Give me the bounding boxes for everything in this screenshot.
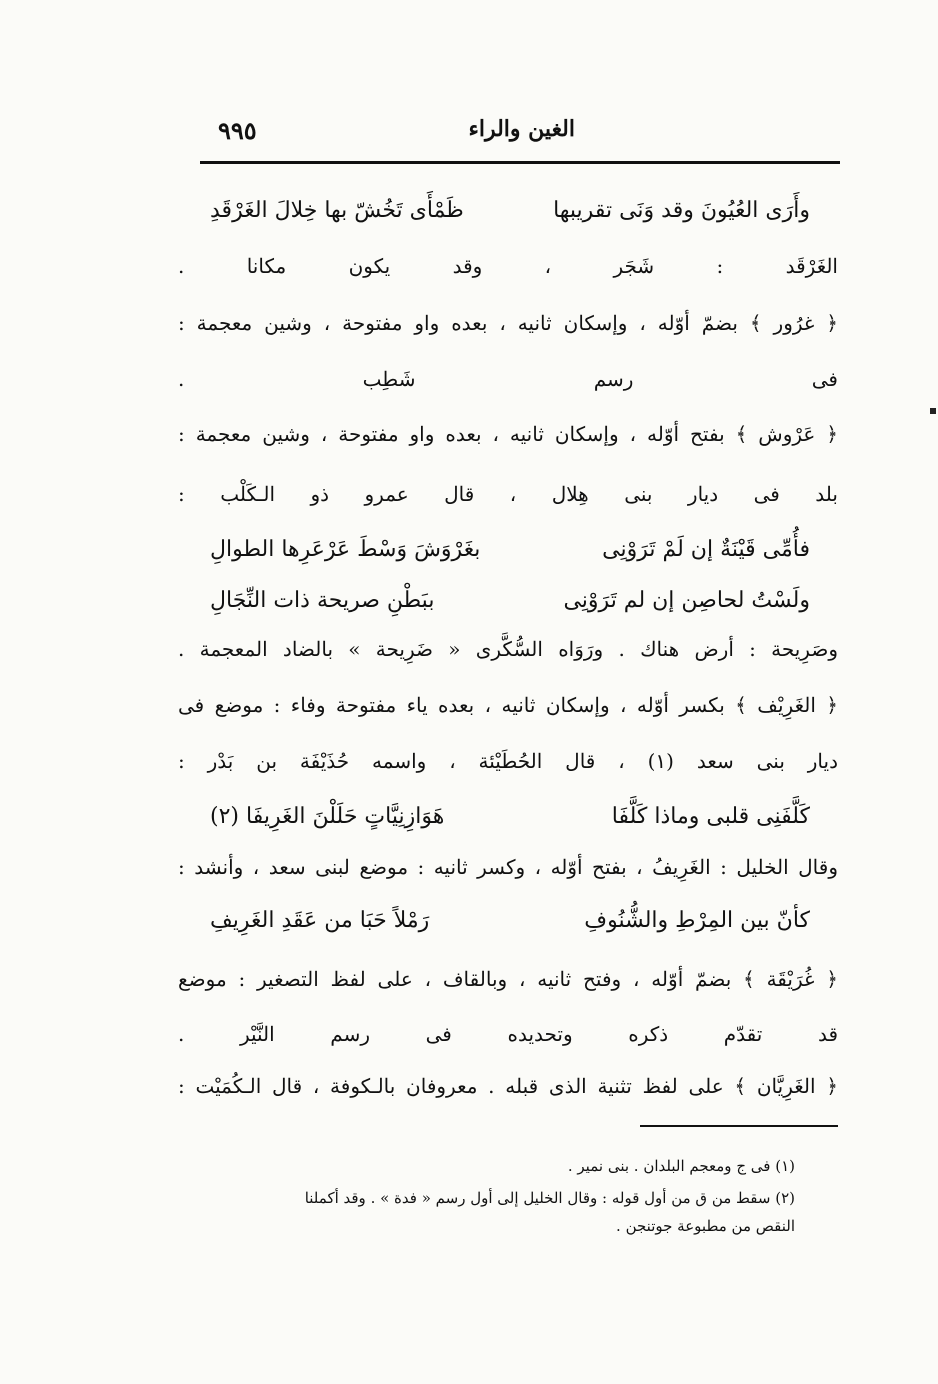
verse-line — [210, 794, 810, 840]
verse-second-hemistich: ببَطْنِ صريحة ذات النِّجَالِ — [210, 588, 435, 613]
verse-line — [210, 578, 810, 624]
footnote-rule — [640, 1125, 838, 1127]
footnote: (١) فى ج ومعجم البلدان . بنى نمير . — [567, 1157, 795, 1175]
verse-first-hemistich: كأنّ بين المِرْطِ والشُّنُوفِ — [584, 908, 810, 933]
verse-second-hemistich: هَوَازِنِيَّاتٍ حَلَلْنَ الغَرِيفَا (٢) — [210, 804, 445, 829]
text-line: وقال الخليل : الغَرِيفُ ، بفتح أوّله ، وكسر ثانيه : موضع لبنى سعد ، وأنشد : — [178, 855, 838, 879]
verse-second-hemistich: ظَمْأَى تَخُشّ بها خِلالَ الغَرْقَدِ — [210, 198, 464, 223]
verse-first-hemistich: وأَرَى العُيُونَ وقد وَنَى تقريبها — [553, 198, 810, 223]
entry-line: ﴿ عَرْوش ﴾ بفتح أوّله ، وإسكان ثانيه ، بعده واو مفتوحة ، وشين معجمة : — [178, 422, 838, 446]
entry-line: ﴿ الغَرِيْف ﴾ بكسر أوّله ، وإسكان ثانيه ، بعده ياء مفتوحة وفاء : موضع فى — [178, 693, 838, 717]
footnote-continuation: النقص من مطبوعة جوتنجن . — [616, 1217, 795, 1235]
text-line: قد تقدّم ذكره وتحديده فى رسم النَّيْر . — [178, 1022, 838, 1046]
verse-line — [210, 188, 810, 234]
running-header — [200, 112, 840, 152]
entry-line: ﴿ الغَرِيَّان ﴾ على لفظ تثنية الذى قبله . معروفان بالـكوفة ، قال الـكُمَيْت : — [178, 1074, 838, 1098]
text-line: الغَرْقَد : شَجَر ، وقد يكون مكانا . — [178, 254, 838, 278]
verse-line — [210, 898, 810, 944]
page-number: ٩٩٥ — [218, 116, 257, 145]
text-line: بلد فى ديار بنى هِلال ، قال عمرو ذو الـكَلْب : — [178, 482, 838, 506]
verse-second-hemistich: بغَرْوَشَ وَسْطَ عَرْعَرِها الطوالِ — [210, 537, 481, 562]
text-line: وصَرِيحة : أرض هناك . ورَوَاه السُّكَّرى « ضَرِيحة » بالضاد المعجمة . — [178, 637, 838, 661]
entry-line: ﴿ غرُور ﴾ بضمّ أوّله ، وإسكان ثانيه ، بعده واو مفتوحة ، وشين معجمة : — [178, 311, 838, 335]
header-rule — [200, 161, 840, 164]
verse-first-hemistich: ولَسْتُ لحاصِن إن لم تَرَوْنِى — [563, 588, 810, 613]
text-line: فى رسم شَطِب . — [178, 367, 838, 391]
header-title: الغين والراء — [468, 116, 575, 142]
footnote: (٢) سقط من ق من أول قوله : وقال الخليل إلى أول رسم « فدة » . وقد أكملنا — [304, 1189, 795, 1207]
text-line: ديار بنى سعد (١) ، قال الحُطَيْئة ، واسمه حُذَيْفَة بن بَدْر : — [178, 749, 838, 773]
verse-first-hemistich: فأُمِّى قَيْنَةٌ إن لَمْ تَرَوْنِى — [602, 537, 810, 562]
scan-speck — [930, 408, 936, 414]
verse-line — [210, 527, 810, 573]
entry-line: ﴿ غُرَيْقَة ﴾ بضمّ أوّله ، وفتح ثانيه ، وبالقاف ، على لفظ التصغير : موضع — [178, 967, 838, 991]
verse-first-hemistich: كَلَّفَنِى قلبى وماذا كَلَّفَا — [611, 804, 810, 829]
verse-second-hemistich: رَمْلاً حَبَا من عَقَدِ الغَرِيفِ — [210, 908, 430, 933]
